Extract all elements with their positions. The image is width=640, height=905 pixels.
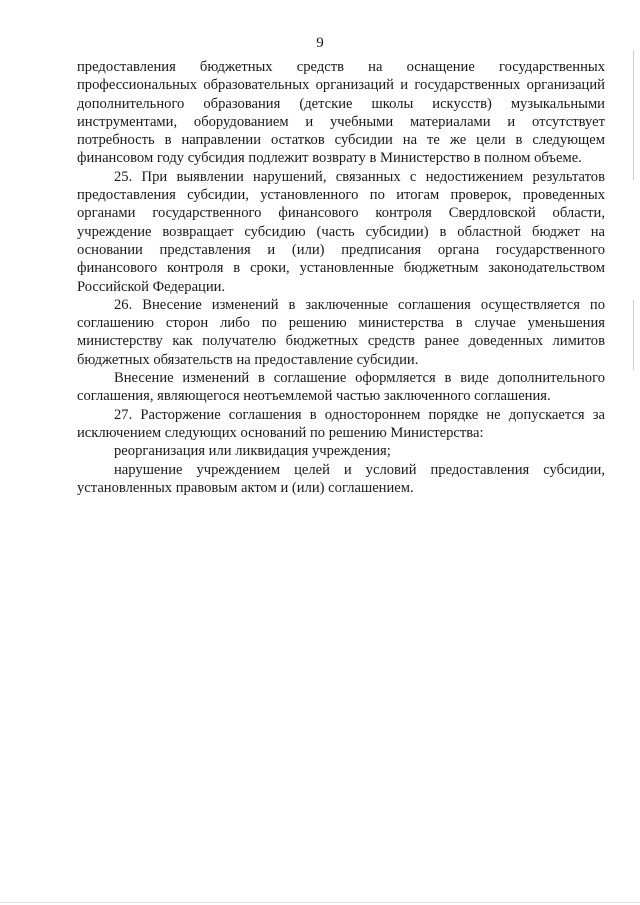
paragraph-continuation: предоставления бюджетных средств на оснащение государственных профессиональных образовательных организаций и государственных организаций дополнительного образования (детские школы искусств) музыкальными инструментами, оборудованием и учебными материалами и отсутствует потребность в направлении остатков субсидии на те же цели в следующем финансовом году субсидия подлежит возврату в Министерство в полном объеме. [77, 59, 605, 167]
paragraph-clause-25: 25. При выявлении нарушений, связанных с недостижением результатов предоставления субсидии, установленного по итогам проверок, проведенных органами государственного финансового контроля Свердловской области, учреждение возвращает субсидию (часть субсидии) в областной бюджет на основании представления и (или) предписания органа государственного финансового контроля в сроки, установленные бюджетным законодательством Российской Федерации. [77, 168, 605, 295]
list-item-violation: нарушение учреждением целей и условий предоставления субсидии, установленных правовым актом и (или) соглашением. [77, 461, 605, 496]
paragraph-clause-26-note: Внесение изменений в соглашение оформляется в виде дополнительного соглашения, являющегося неотъемлемой частью заключенного соглашения. [77, 370, 605, 405]
document-body [77, 58, 605, 497]
scan-edge-mark [633, 300, 634, 370]
scan-bottom-edge [0, 902, 640, 903]
list-item-reorganization: реорганизация или ликвидация учреждения; [114, 443, 391, 460]
scan-edge-mark [633, 50, 634, 180]
paragraph-clause-27: 27. Расторжение соглашения в одностороннем порядке не допускается за исключением следующих оснований по решению Министерства: [77, 406, 605, 441]
paragraph-clause-26: 26. Внесение изменений в заключенные соглашения осуществляется по соглашению сторон либо по решению министерства в случае уменьшения министерству как получателю бюджетных средств ранее доведенных лимитов бюджетных обязательств на предоставление субсидии. [77, 296, 605, 368]
page-number: 9 [316, 35, 324, 51]
